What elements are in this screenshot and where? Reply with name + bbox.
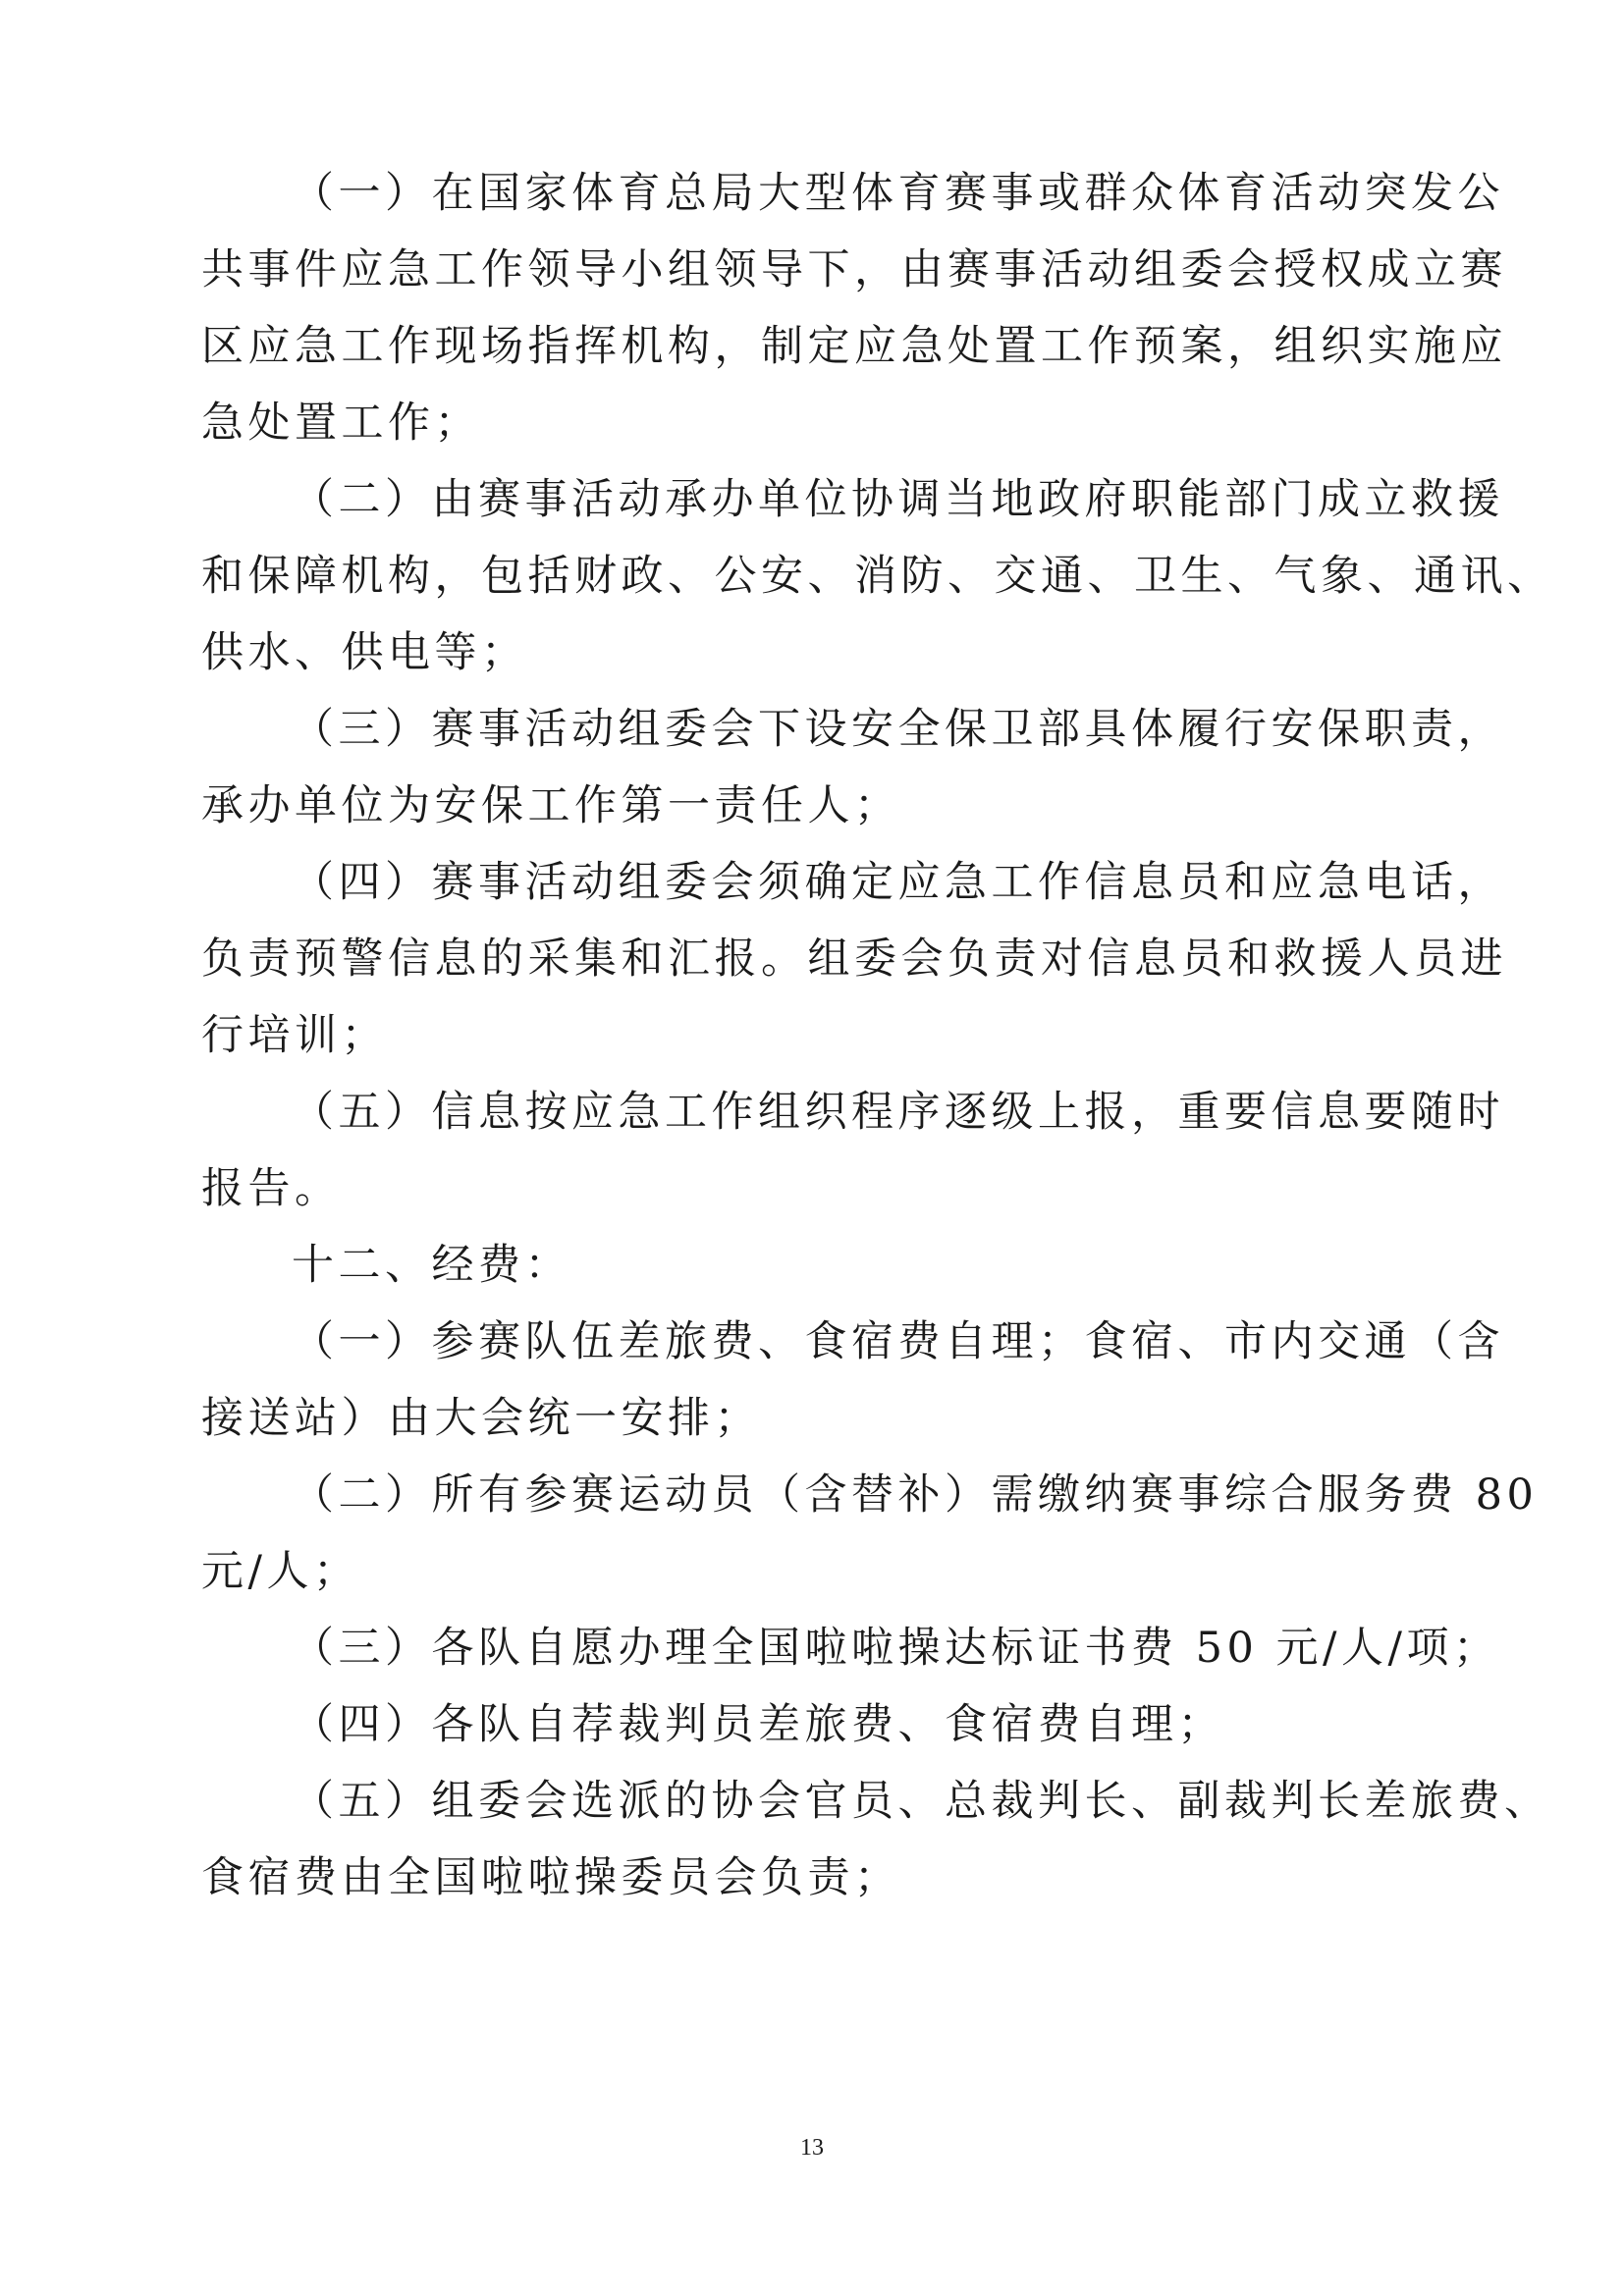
- text-line: 接送站）由大会统一安排；: [201, 1394, 761, 1443]
- text-line: （四）赛事活动组委会须确定应急工作信息员和应急电话，: [292, 858, 1504, 907]
- text-line: （五）信息按应急工作组织程序逐级上报，重要信息要随时: [292, 1088, 1504, 1137]
- text-line: （一）在国家体育总局大型体育赛事或群众体育活动突发公: [292, 169, 1504, 218]
- text-line: 十二、经费：: [292, 1241, 571, 1290]
- text-line: 和保障机构，包括财政、公安、消防、交通、卫生、气象、通讯、: [201, 552, 1554, 601]
- text-line: （三）各队自愿办理全国啦啦操达标证书费 50 元/人/项；: [292, 1624, 1500, 1673]
- text-line: 供水、供电等；: [201, 628, 528, 677]
- text-line: 食宿费由全国啦啦操委员会负责；: [201, 1853, 901, 1902]
- text-line: （四）各队自荐裁判员差旅费、食宿费自理；: [292, 1700, 1224, 1749]
- text-line: 报告。: [201, 1164, 342, 1213]
- text-line: 急处置工作；: [201, 399, 481, 448]
- text-line: 承办单位为安保工作第一责任人；: [201, 781, 901, 830]
- text-line: （二）所有参赛运动员（含替补）需缴纳赛事综合服务费 80: [292, 1470, 1539, 1520]
- page-number: 13: [800, 2135, 824, 2161]
- text-line: 行培训；: [201, 1011, 388, 1060]
- text-line: 负责预警信息的采集和汇报。组委会负责对信息员和救援人员进: [201, 934, 1507, 984]
- text-line: 共事件应急工作领导小组领导下，由赛事活动组委会授权成立赛: [201, 245, 1507, 294]
- document-body: [201, 155, 1554, 1916]
- text-line: （一）参赛队伍差旅费、食宿费自理；食宿、市内交通（含: [292, 1317, 1504, 1366]
- text-line: 元/人；: [201, 1547, 360, 1596]
- text-line: （二）由赛事活动承办单位协调当地政府职能部门成立救援: [292, 475, 1504, 524]
- text-line: （五）组委会选派的协会官员、总裁判长、副裁判长差旅费、: [292, 1777, 1551, 1826]
- text-line: （三）赛事活动组委会下设安全保卫部具体履行安保职责，: [292, 705, 1504, 754]
- text-line: 区应急工作现场指挥机构，制定应急处置工作预案，组织实施应: [201, 322, 1507, 371]
